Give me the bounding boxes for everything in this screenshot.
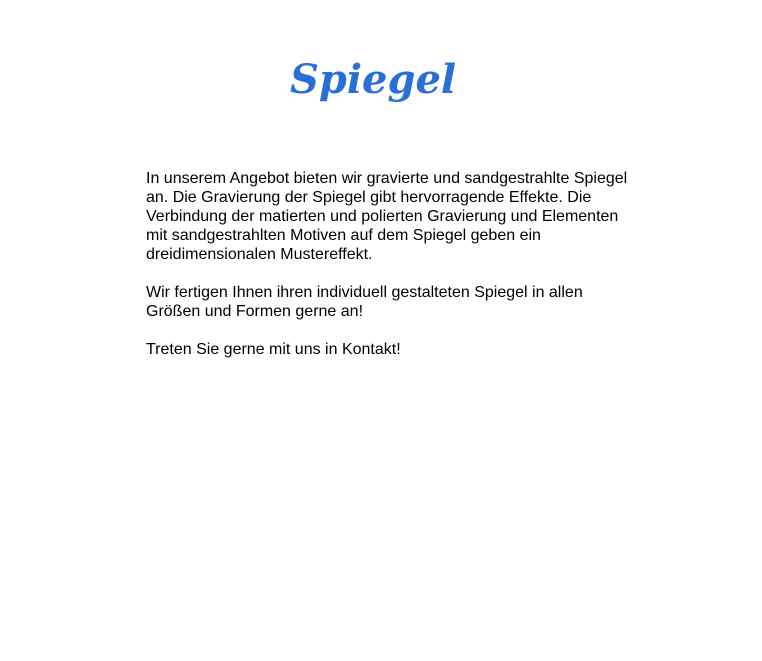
paragraph-contact: Treten Sie gerne mit uns in Kontakt! — [146, 341, 401, 358]
paragraph-offer: In unserem Angebot bieten wir gravierte und sandgestrahlte Spiegel an. Die Gravierung der Spiegel gibt hervorragende Effekte. Die Verbindung der matierten und polierten Gravierung und Elementen mit sandgestrahlten Motiven auf dem Spiegel geben ein dreidimensionalen Mustereffekt. — [146, 170, 628, 263]
page-title: Spiegel — [290, 56, 457, 103]
content-body — [146, 169, 636, 378]
paragraph-custom-mirrors: Wir fertigen Ihnen ihren individuell gestalteten Spiegel in allen Größen und Formen gerne an! — [146, 284, 583, 320]
